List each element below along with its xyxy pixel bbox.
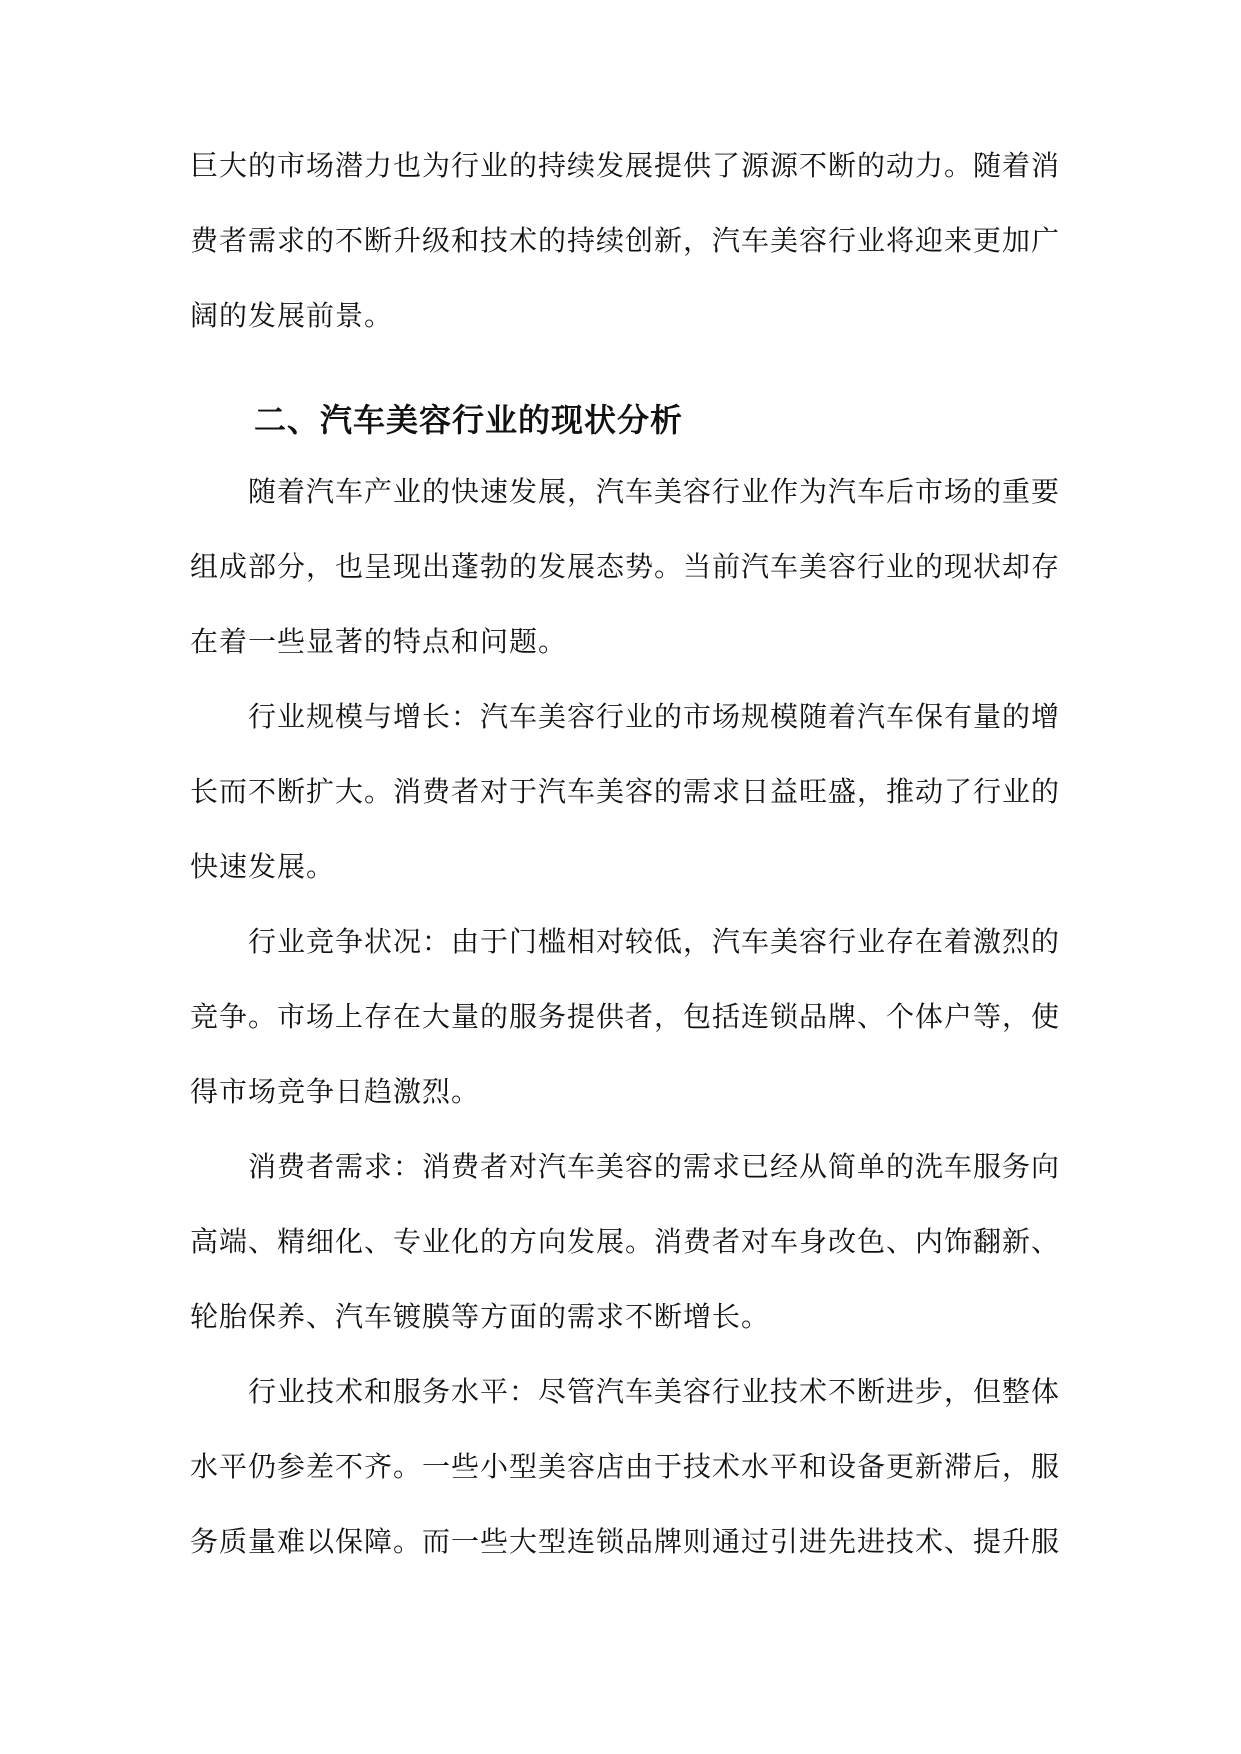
text-line: 巨大的市场潜力也为行业的持续发展提供了源源不断的动力。随着消 xyxy=(190,149,1061,182)
document-body xyxy=(190,145,1060,1563)
paragraph-competition xyxy=(190,921,1060,1113)
text-line: 组成部分，也呈现出蓬勃的发展态势。当前汽车美容行业的现状却存 xyxy=(190,550,1061,583)
text-line: 竞争。市场上存在大量的服务提供者，包括连锁品牌、个体户等，使 xyxy=(190,1000,1061,1033)
paragraph-consumer-demand xyxy=(190,1146,1060,1338)
text-line: 随着汽车产业的快速发展，汽车美容行业作为汽车后市场的重要 xyxy=(248,475,1061,508)
paragraph-overview xyxy=(190,471,1060,663)
text-line: 行业竞争状况：由于门槛相对较低，汽车美容行业存在着激烈的 xyxy=(248,925,1061,958)
intro-paragraph xyxy=(190,145,1060,337)
text-line: 水平仍参差不齐。一些小型美容店由于技术水平和设备更新滞后，服 xyxy=(190,1450,1061,1483)
text-line: 得市场竞争日趋激烈。 xyxy=(190,1075,481,1108)
text-line: 在着一些显著的特点和问题。 xyxy=(190,625,568,658)
text-line: 行业规模与增长：汽车美容行业的市场规模随着汽车保有量的增 xyxy=(248,700,1061,733)
text-line: 轮胎保养、汽车镀膜等方面的需求不断增长。 xyxy=(190,1300,771,1333)
text-line: 费者需求的不断升级和技术的持续创新，汽车美容行业将迎来更加广 xyxy=(190,224,1061,257)
paragraph-technology-service xyxy=(190,1371,1060,1563)
text-line: 行业技术和服务水平：尽管汽车美容行业技术不断进步，但整体 xyxy=(248,1375,1061,1408)
text-line: 消费者需求：消费者对汽车美容的需求已经从简单的洗车服务向 xyxy=(248,1150,1061,1183)
paragraph-industry-scale xyxy=(190,696,1060,888)
text-line: 阔的发展前景。 xyxy=(190,299,394,332)
text-line: 高端、精细化、专业化的方向发展。消费者对车身改色、内饰翻新、 xyxy=(190,1225,1061,1258)
text-line: 务质量难以保障。而一些大型连锁品牌则通过引进先进技术、提升服 xyxy=(190,1525,1061,1558)
text-line: 长而不断扩大。消费者对于汽车美容的需求日益旺盛，推动了行业的 xyxy=(190,775,1061,808)
text-line: 快速发展。 xyxy=(190,850,336,883)
section-heading: 二、汽车美容行业的现状分析 xyxy=(254,401,684,439)
